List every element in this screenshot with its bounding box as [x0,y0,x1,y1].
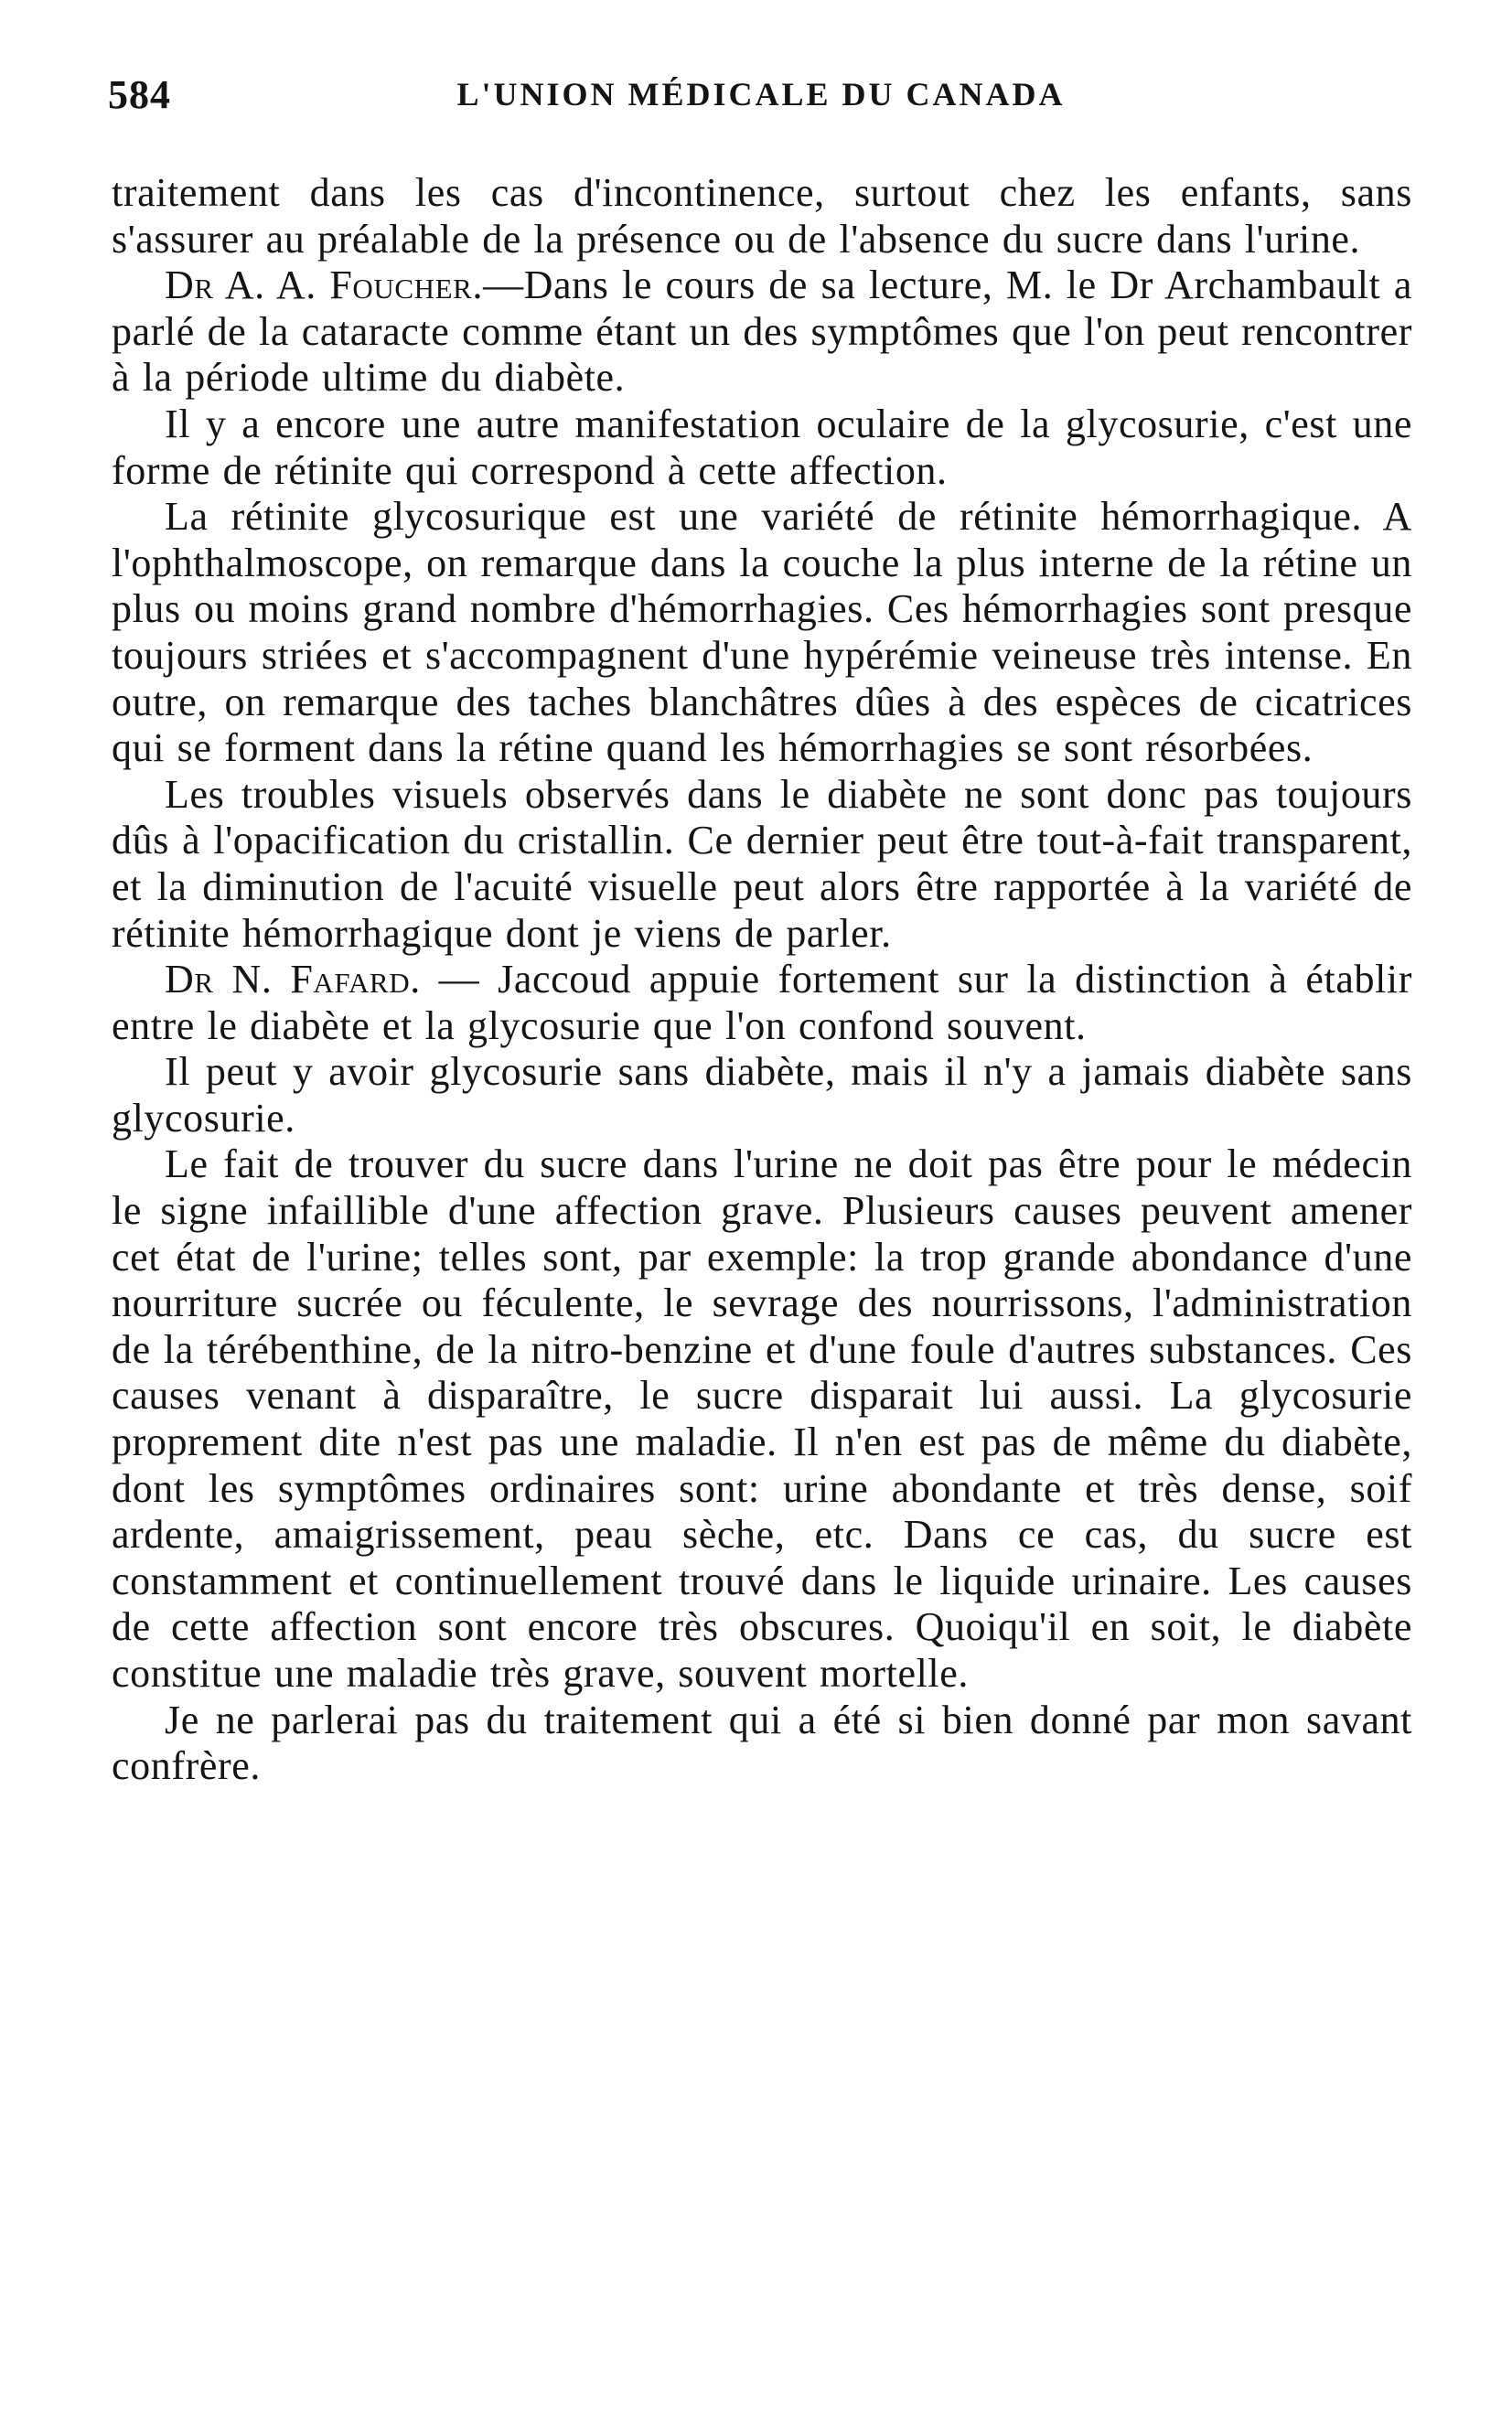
journal-title: L'UNION MÉDICALE DU CANADA [456,76,1066,112]
paragraph: Il y a encore une autre manifestation oculaire de la glycosurie, c'est une forme de rétinite qui correspond à cette affection. [112,401,1412,493]
paragraph: traitement dans les cas d'incontinence, surtout chez les enfants, sans s'assurer au préalable de la présence ou de l'absence du sucre dans l'urine. [112,170,1412,262]
running-header [108,71,1414,126]
paragraph: Dr A. A. Foucher.—Dans le cours de sa lecture, M. le Dr Archambault a parlé de la cataracte comme étant un des symptômes que l'on peut rencontrer à la période ultime du diabète. [112,262,1412,401]
page-number: 584 [108,72,171,117]
speaker-name: Dr A. A. Foucher. [165,262,484,308]
speaker-name: Dr N. Fafard. [165,957,421,1002]
paragraph: Le fait de trouver du sucre dans l'urine ne doit pas être pour le médecin le signe infaillible d'une affection grave. Plusieurs causes peuvent amener cet état de l'urine; telles sont, par exemple: la trop grande abondance d'une nourriture sucrée ou féculente, le sevrage des nourrissons, l'administration de la térébenthine, de la nitro-benzine et d'une foule d'autres substances. Ces causes venant à disparaître, le sucre disparait lui aussi. La glycosurie proprement dite n'est pas une maladie. Il n'en est pas de même du diabète, dont les symptômes ordinaires sont: urine abondante et très dense, soif ardente, amaigrissement, peau sèche, etc. Dans ce cas, du sucre est constamment et continuellement trouvé dans le liquide urinaire. Les causes de cette affection sont encore très obscures. Quoiqu'il en soit, le diabète constitue une maladie très grave, souvent mortelle. [112,1141,1412,1696]
paragraph: La rétinite glycosurique est une variété de rétinite hémorrhagique. A l'ophthalmoscope, on remarque dans la couche la plus interne de la rétine un plus ou moins grand nombre d'hémorrhagies. Ces hémorrhagies sont presque toujours striées et s'accompagnent d'une hypérémie veineuse très intense. En outre, on remarque des taches blanchâtres dûes à des espèces de cicatrices qui se forment dans la rétine quand les hémorrhagies se sont résorbées. [112,494,1412,771]
paragraph: Dr N. Fafard. — Jaccoud appuie fortement sur la distinction à établir entre le diabète et la glycosurie que l'on confond souvent. [112,957,1412,1048]
body-text [112,170,1412,1790]
paragraph: Je ne parlerai pas du traitement qui a été si bien donné par mon savant confrère. [112,1697,1412,1789]
paragraph: Les troubles visuels observés dans le diabète ne sont donc pas toujours dûs à l'opacification du cristallin. Ce dernier peut être tout-à-fait transparent, et la diminution de l'acuité visuelle peut alors être rapportée à la variété de rétinite hémorrhagique dont je viens de parler. [112,771,1412,956]
paragraph: Il peut y avoir glycosurie sans diabète, mais il n'y a jamais diabète sans glycosurie. [112,1049,1412,1141]
